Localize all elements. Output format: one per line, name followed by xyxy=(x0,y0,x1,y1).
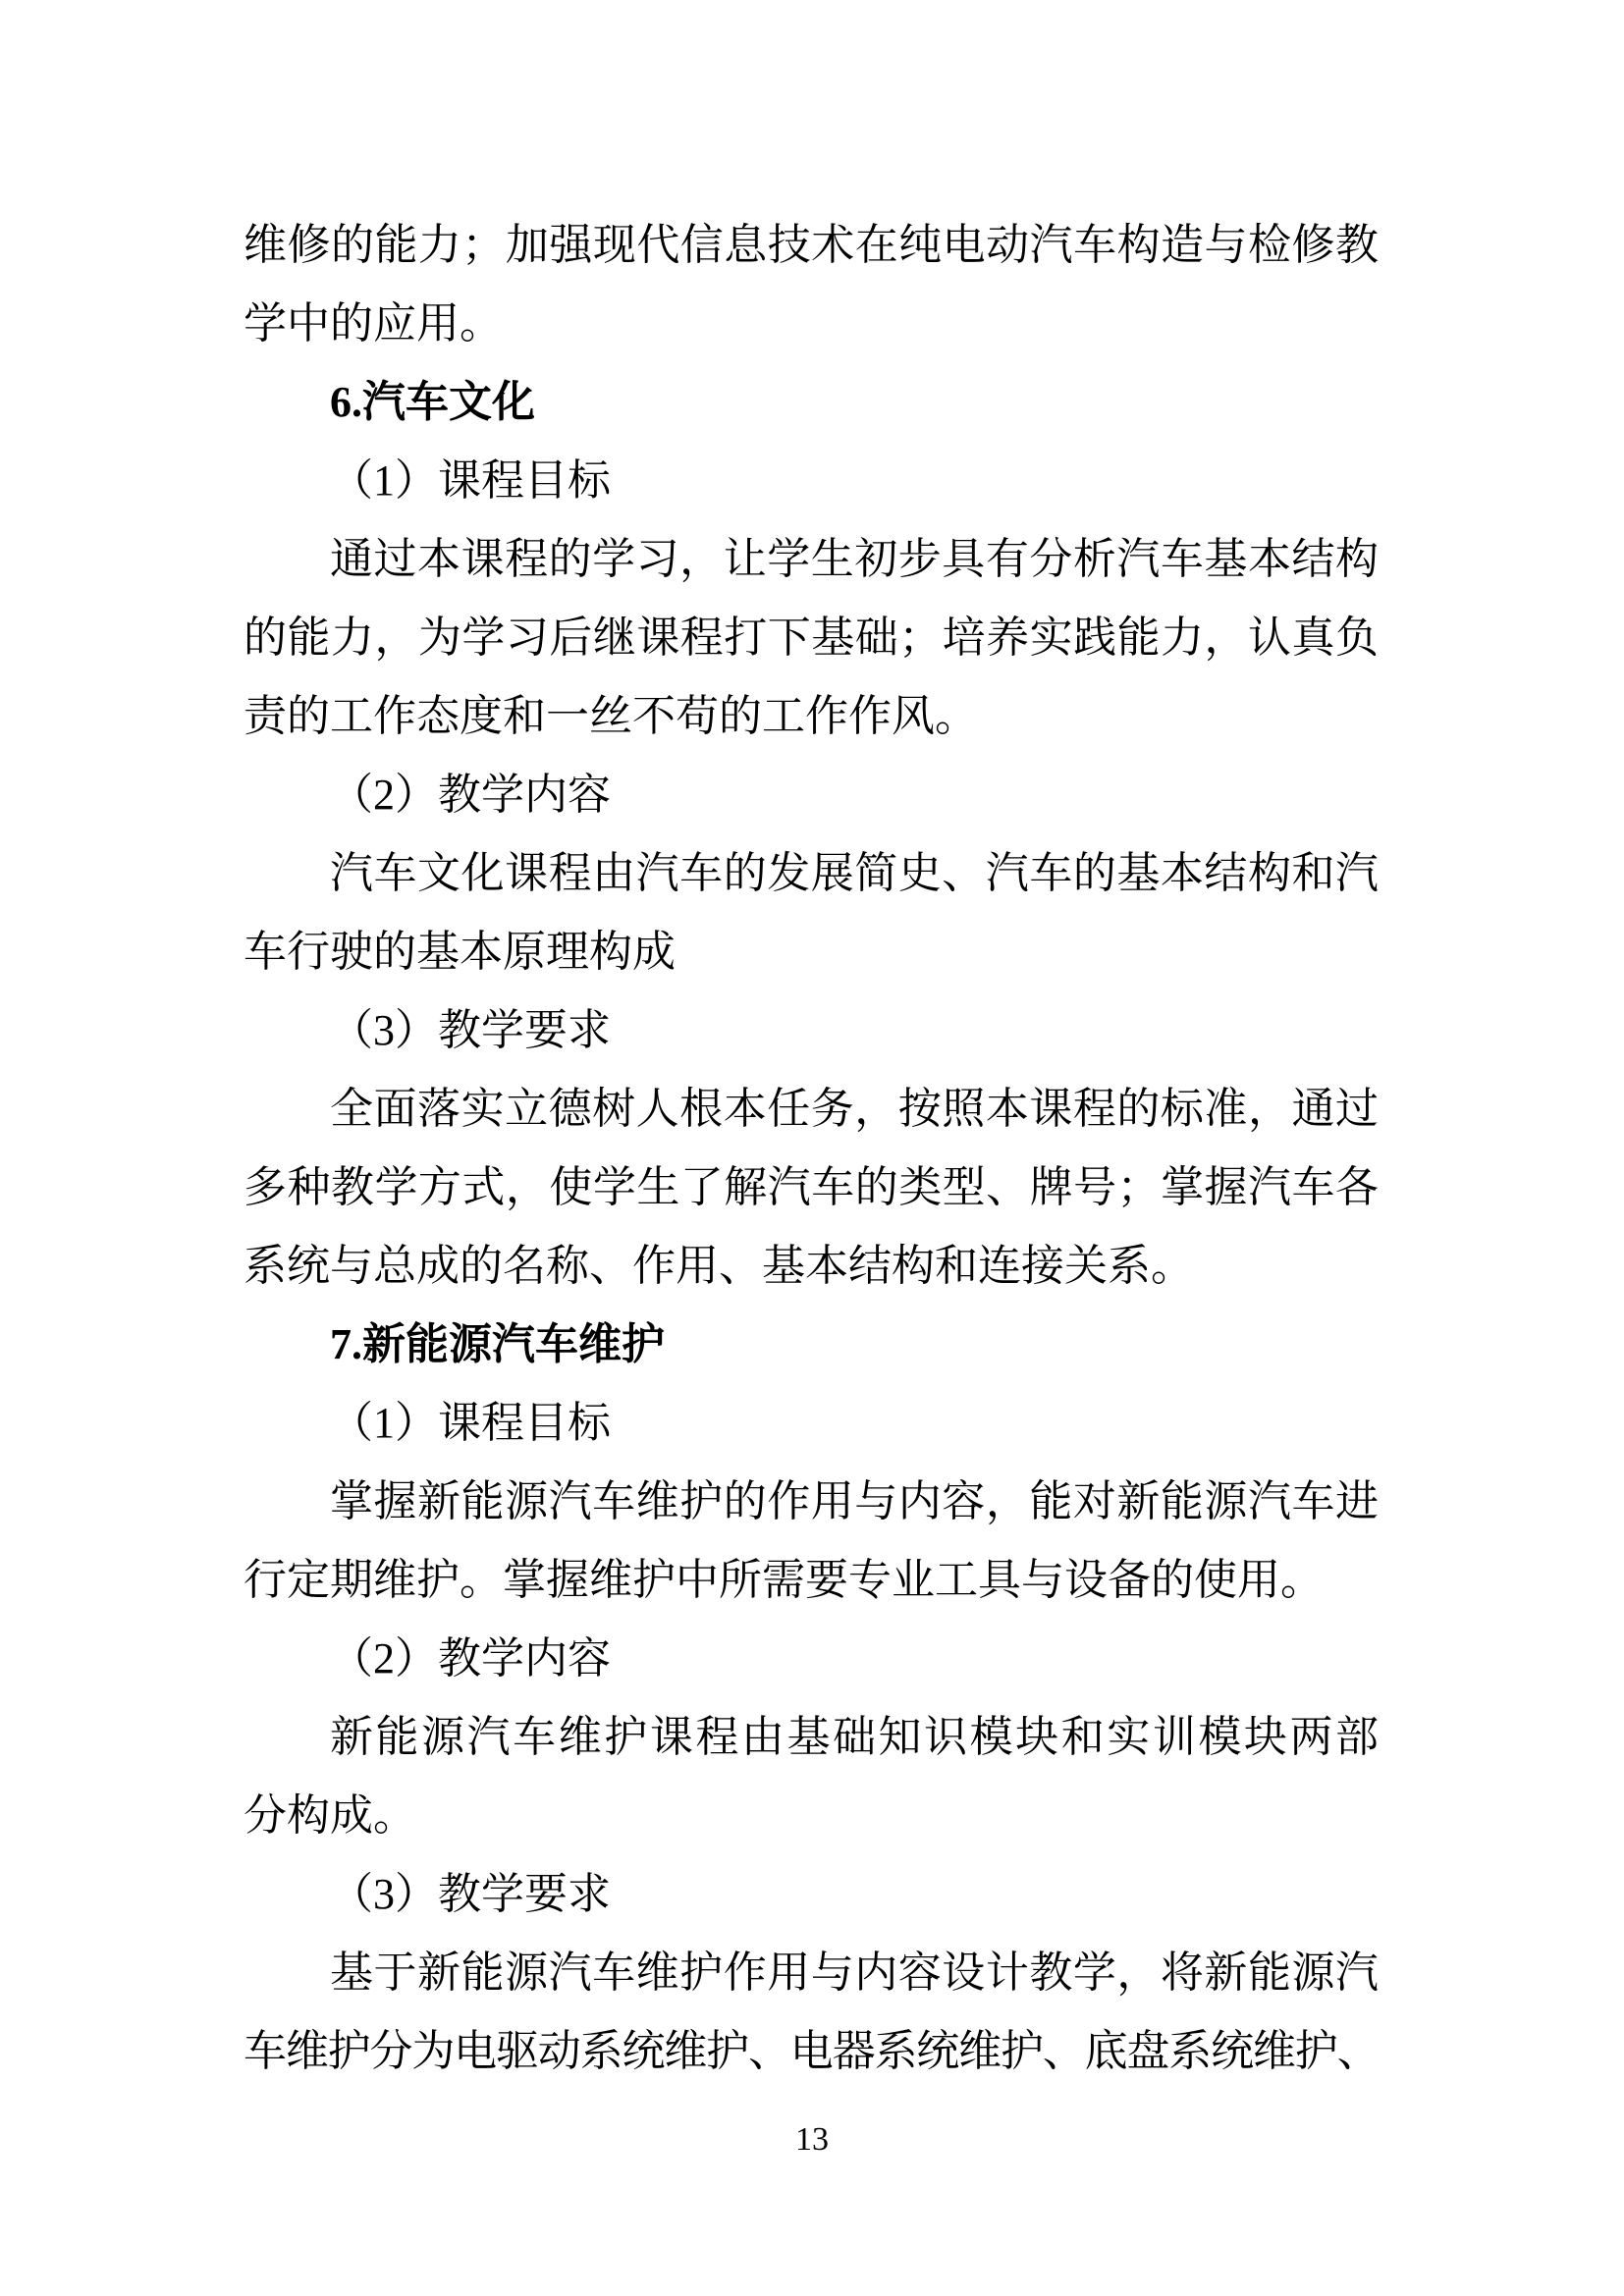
text-line: （1）课程目标 xyxy=(330,1399,611,1447)
page-number: 13 xyxy=(795,2121,829,2158)
text-line: （2）教学内容 xyxy=(330,1634,611,1682)
text-block xyxy=(244,206,1379,2091)
text-line: 掌握新能源汽车维护的作用与内容，能对新能源汽车进 xyxy=(330,1477,1379,1525)
text-line: 新能源汽车维护课程由基础知识模块和实训模块两部 xyxy=(330,1713,1379,1761)
text-line: 多种教学方式，使学生了解汽车的类型、牌号；掌握汽车各 xyxy=(244,1163,1379,1211)
text-line: 分构成。 xyxy=(244,1791,416,1840)
text-line: （3）教学要求 xyxy=(330,1006,611,1054)
text-line: 系统与总成的名称、作用、基本结构和连接关系。 xyxy=(244,1242,1194,1290)
text-line: （3）教学要求 xyxy=(330,1870,611,1918)
text-line: 车维护分为电驱动系统维护、电器系统维护、底盘系统维护、 xyxy=(244,2027,1379,2075)
text-line: 的能力，为学习后继课程打下基础；培养实践能力，认真负 xyxy=(244,614,1379,662)
text-line: 基于新能源汽车维护作用与内容设计教学，将新能源汽 xyxy=(330,1949,1379,1997)
section-heading: 6.汽车文化 xyxy=(330,378,535,426)
text-line: 车行驶的基本原理构成 xyxy=(244,928,676,976)
text-line: 通过本课程的学习，让学生初步具有分析汽车基本结构 xyxy=(330,535,1379,583)
text-line: 责的工作态度和一丝不苟的工作作风。 xyxy=(244,692,978,740)
text-line: （2）教学内容 xyxy=(330,771,611,819)
section-heading: 7.新能源汽车维护 xyxy=(330,1320,665,1368)
text-line: 维修的能力；加强现代信息技术在纯电动汽车构造与检修教 xyxy=(244,221,1379,269)
text-line: 学中的应用。 xyxy=(244,299,503,347)
text-line: （1）课程目标 xyxy=(330,456,611,505)
text-line: 行定期维护。掌握维护中所需要专业工具与设备的使用。 xyxy=(244,1556,1324,1604)
text-line: 全面落实立德树人根本任务，按照本课程的标准，通过 xyxy=(330,1085,1379,1133)
text-line: 汽车文化课程由汽车的发展简史、汽车的基本结构和汽 xyxy=(330,849,1379,897)
